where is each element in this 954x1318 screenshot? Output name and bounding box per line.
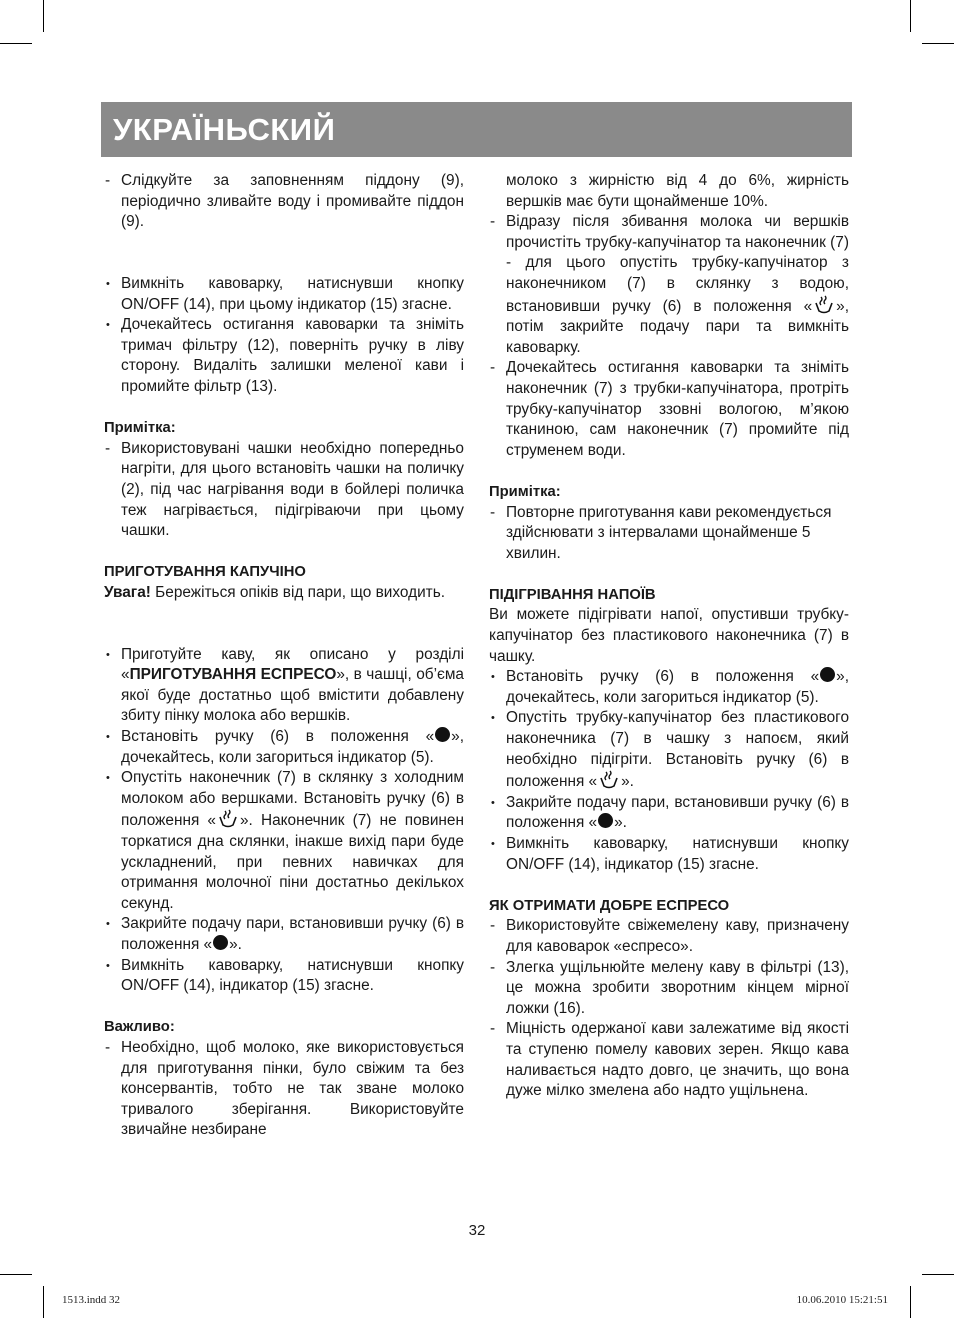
list-item: Необхідно, щоб молоко, яке використовується для приготування пінки, було свіжим та без консервантів, тобто не так зване молоко тривалого зберігання. Використовуйте звичайне незбиране [121, 1038, 464, 1139]
file-slug: 1513.indd 32 [62, 1294, 121, 1306]
list-item: Встановіть ручку (6) в положення « », дочекайтесь, коли загориться індикатор (5). [506, 668, 849, 706]
list-item: Повторне приготування кави рекомендується здійснювати з інтервалами щонайменше 5 хвилин. [506, 503, 832, 562]
crop-mark [922, 43, 954, 44]
list-item: Дочекайтесь остигання кавоварки та зніміть наконечник (7) з трубки-капучінатора, протріть трубку-капучінатор ззовні вологою, м’якою тканиною, сам наконечник (7) промийте під струменем води. [506, 359, 849, 459]
list-item: Слідкуйте за заповненням піддону (9), періодично зливайте воду і промивайте піддон (9). [121, 172, 464, 231]
steam-icon [217, 809, 239, 829]
list-item: Вимкніть кавоварку, натиснувши кнопку ON/OFF (14), індикатор (15) згасне. [121, 956, 464, 995]
list-item-continued: молоко з жирністю від 4 до 6%, жирність вершків має бути щонайменше 10%. [506, 172, 849, 210]
list-item: Злегка ущільнюйте мелену каву в фільтрі (13), це можна зробити зворотним кінцем мірної ложки (16). [506, 958, 849, 1017]
crop-mark [43, 1286, 44, 1318]
note-heading: Примітка: [489, 483, 561, 500]
right-column [489, 171, 849, 1102]
list-item: Використовуйте свіжемелену каву, призначену для кавоварок «еспресо». [506, 917, 849, 955]
list-item: Вимкніть кавоварку, натиснувши кнопку ON/OFF (14), індикатор (15) згасне. [506, 835, 849, 873]
list-item: Дочекайтесь остигання кавоварки та зніміть тримач фільтру (12), поверніть ручку в ліву сторону. Видаліть залишки меленої кави і промийте фільтр (13). [121, 316, 464, 395]
note-heading: Примітка: [104, 420, 176, 437]
list-item: Використовувані чашки необхідно попередньо нагріти, для цього встановіть чашки на поличку (2), під час нагрівання води в бойлері поличка теж нагрівається, підігріваючи при цьому чашки. [121, 439, 464, 540]
section-header [101, 102, 852, 157]
crop-mark [910, 1286, 911, 1318]
list-item: Міцність одержаної кави залежатиме від якості та ступеню помелу кавових зерен. Якщо кава наливається надто довго, це значить, що вона дуже мілко змелена або надто ущільнена. [506, 1020, 849, 1100]
list-item: Опустіть наконечник (7) в склянку з холодним молоком або вершками. Встановіть ручку (6) в положення « ». Наконечник (7) не повинен торкатися дна склянки, інакше вихід пари буде ускладнений, при певних навичках для отримання молочної піни достатньо декількох секунд. [121, 769, 464, 912]
crop-mark [0, 43, 32, 44]
page-number: 32 [468, 1222, 486, 1239]
knob-position-icon [213, 935, 228, 950]
list-item: Відразу після збивання молока чи вершків прочистіть трубку-капучінатор та наконечник (7) - для цього опустіть трубку-капучінатор з наконечником (7) в склянку з водою, встановивши ручку (6) в положення « », потім закрийте подачу пари та вимкніть кавоварку. [506, 213, 849, 356]
list-item: Опустіть трубку-капучінатор без пластикового наконечника (7) в чашку з напоєм, який необхідно підігріти. Встановіть ручку (6) в положення « ». [506, 709, 849, 791]
list-item: Вимкніть кавоварку, натиснувши кнопку ON/OFF (14), при цьому індикатор (15) згасне. [121, 274, 464, 313]
crop-mark [43, 0, 44, 32]
cappuccino-heading: ПРИГОТУВАННЯ КАПУЧІНО [104, 564, 306, 581]
heating-intro: Ви можете підігрівати напої, опустивши трубку-капучінатор без пластикового наконечника (7) в чашку. [489, 606, 849, 665]
section-title: УКРАЇНЬСКИЙ [113, 112, 336, 147]
steam-icon [813, 295, 835, 315]
knob-position-icon [598, 813, 613, 828]
list-item: Закрийте подачу пари, встановивши ручку (6) в положення « ». [121, 915, 464, 953]
crop-mark [0, 1274, 32, 1275]
espresso-heading: ЯК ОТРИМАТИ ДОБРЕ ЕСПРЕСО [489, 897, 730, 914]
warning-text: Увага! Бережіться опіків від пари, що виходить. [104, 583, 446, 601]
left-column [104, 171, 464, 1141]
crop-mark [910, 0, 911, 32]
crop-mark [922, 1274, 954, 1275]
heating-heading: ПІДІГРІВАННЯ НАПОЇВ [489, 586, 656, 603]
steam-icon [598, 770, 620, 790]
important-heading: Важливо: [104, 1019, 175, 1036]
list-item: Приготуйте каву, як описано у розділі «ПРИГОТУВАННЯ ЕСПРЕСО», в чашці, об’єма якої буде достатньо щоб вмістити добавлену збиту пінку молока або вершків. [121, 645, 464, 725]
knob-position-icon [435, 727, 450, 742]
timestamp-slug: 10.06.2010 15:21:51 [796, 1294, 888, 1306]
list-item: Встановіть ручку (6) в положення « », дочекайтесь, коли загориться індикатор (5). [121, 728, 464, 766]
knob-position-icon [820, 667, 835, 682]
list-item: Закрийте подачу пари, встановивши ручку (6) в положення « ». [506, 793, 849, 832]
